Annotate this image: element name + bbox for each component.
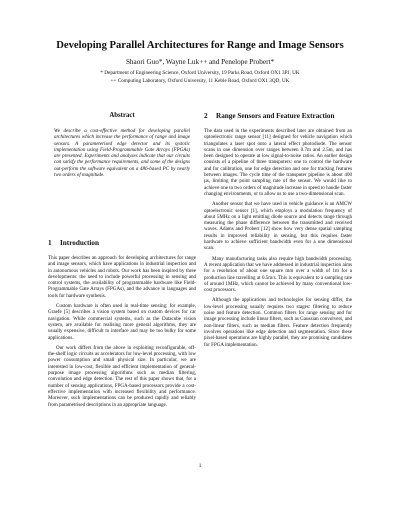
paper-authors: Shaori Guo*, Wayne Luk++ and Penelope Probert* [125, 58, 275, 66]
section-2-number: 2 [204, 112, 208, 120]
paragraph: Another sensor that we have used in vehicle guidance is an AMCW optoelectronic sensor [1], which employs a modulation frequency of about 5MHz on a light emitting diode source and detects range through measuring the phase difference between the transmitted and received waves. Adams and Probert [12] show how very dense spatial sampling results in improved reliability in sensing, but this requires faster hardware to achieve sufficient bandwidth even for a one dimensional scan. [204, 201, 352, 252]
affiliation-2: ++ Computing Laboratory, Oxford University, 11 Keble Road, Oxford OX1 3QD, UK [110, 78, 290, 84]
paragraph: This paper describes an approach for developing architectures for range and image sensors, which have applications in industrial inspection and in autonomous vehicles and robots. Our work has been inspired by three developments: the need to include powerful processing in sensing and control systems, the availability of programmable hardware like Field-Programmable Gate Arrays (FPGAs), and the advance in languages and tools for hardware synthesis. [48, 255, 196, 299]
abstract-heading: Abstract [109, 112, 135, 119]
section-1-number: 1 [48, 239, 52, 247]
page-number: 1 [198, 463, 202, 469]
section-1-heading [48, 239, 99, 247]
paragraph: Many manufacturing tasks also require high bandwidth processing. A recent application that we have addressed in industrial inspection aims for a resolution of about one square mm over a width of 1m for a production line travelling at 0.5m/s. This is equivalent to a sampling rate of around 1MHz, which cannot be achieved by many conventional low-cost processors. [204, 255, 352, 294]
section-2-body [204, 128, 352, 352]
paragraph: Although the applications and technologies for sensing differ, the low-level processing usually requires two stages: filtering to reduce noise and feature detection. Common filters for range sensing and for image processing include linear filters, such as Gaussian convolvers, and non-linear filters, such as median filters. Feature detection frequently involves operations like edge detection and segmentation. Since these pixel-based operations are highly parallel, they are promising candidates for FPGA implementation. [204, 297, 352, 348]
section-1-body [48, 255, 196, 412]
paragraph: Our work differs from the above in exploiting reconfigurable, off-the-shelf logic circuits as accelerators for low-level processing, with low power consumption and small physical size. In particular, we are interested in low-cost, flexible and efficient implementation of general-purpose image processing algorithms such as median filtering, convolution and edge detection. The rest of this paper shows that, for a number of sensing applications, FPGA-based processors provide a cost-effective implementation with increased flexibility and performance. Moreover, such implementations can be produced rapidly and reliably from parametrised descriptions in an appropriate language. [48, 344, 196, 408]
section-2-title: Range Sensors and Feature Extraction [216, 112, 335, 120]
affiliation-1: * Department of Engineering Science, Oxford University, 19 Parks Road, Oxford OX1 3PJ, UK [100, 70, 300, 76]
paragraph: The data used in the experiments described later are obtained from an optoelectronic range sensor [11] designed for vehicle navigation which triangulates a laser spot onto a lateral effect photodiode. The sensor scans in one dimension over ranges between 0.7m and 2.5m, and has been designed to operate at low signal-to-noise ratios. An earlier design consists of a pipeline of three transputers: one to control the hardware and for calibration, one for edge detection and one for tracking features between images. The cycle time of the transputer pipeline is about 400 µs, limiting the point sampling rate of the sensor. We would like to achieve one to two orders of magnitude increase in speed to handle faster changing environments, or to allow us to use a two-dimensional scan. [204, 128, 352, 197]
abstract-text: We describe a cost-effective method for developing parallel architectures which increase the performance of range and image sensors. A parameterised edge detector and its systolic implementation using Field-Programmable Gate Arrays (FPGAs) are presented. Experiments and analyses indicate that our circuits can satisfy the performance requirements, and some of the designs out-perform the software equivalent on a 486-based PC by nearly two orders of magnitude. [54, 128, 190, 179]
section-2-heading [204, 112, 334, 120]
paragraph: Custom hardware is often used in real-time sensing; for example, Graefe [5] describes a vision system based on custom devices for car navigation. While commercial systems, such as the Datacube vision system, are available for realising more general algorithms, they are usually expensive, difficult to interface and may be too bulky for some applications. [48, 303, 196, 341]
paper-title: Developing Parallel Architectures for Range and Image Sensors [56, 40, 344, 51]
section-1-title: Introduction [60, 239, 100, 247]
